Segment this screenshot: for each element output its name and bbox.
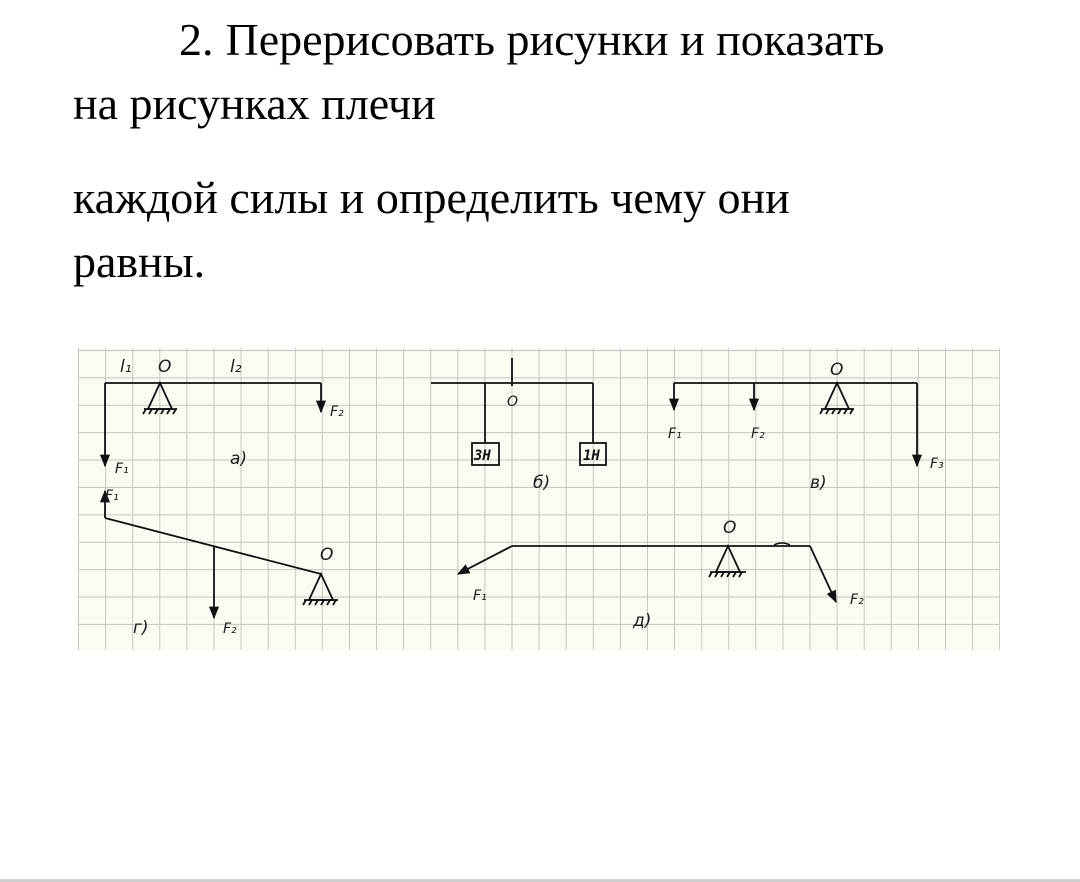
pivot-label-d: O	[723, 518, 737, 538]
figure-b-label: б)	[533, 473, 551, 493]
force2-label-d: F₂	[850, 592, 864, 608]
force1-label-a: F₁	[115, 461, 129, 477]
force1-label-d: F₁	[473, 588, 487, 604]
support-v	[820, 383, 854, 414]
task-text	[73, 8, 1053, 294]
lever-figures	[78, 348, 1000, 650]
pivot-label-b: O	[507, 394, 519, 410]
support-d	[709, 546, 746, 577]
force2-label-a: F₂	[330, 404, 344, 420]
task-number: 2.	[179, 14, 214, 65]
force1-label-v: F₁	[668, 426, 682, 442]
force1-label-g: F₁	[105, 488, 119, 504]
weight-left-label: 3Н	[474, 448, 491, 464]
figure-v	[674, 383, 917, 466]
figure-g-label: г)	[133, 618, 149, 638]
support-g	[303, 574, 338, 605]
figure-b	[431, 358, 606, 465]
arm2-label-a: l₂	[230, 357, 242, 377]
support-a	[143, 383, 177, 414]
pivot-label-a: O	[158, 357, 172, 377]
figure-g	[105, 491, 338, 618]
task-line-2: на рисунках плечи	[73, 78, 436, 129]
force2-label-g: F₂	[223, 621, 237, 637]
lever-figures-grid	[78, 348, 1000, 650]
pivot-label-v: O	[830, 360, 844, 380]
weight-right-label: 1Н	[583, 448, 600, 464]
task-line-4: равны.	[73, 236, 206, 287]
arm1-label-a: l₁	[120, 357, 132, 377]
figure-a	[105, 383, 321, 466]
figure-d-label: д)	[633, 611, 652, 631]
task-line-3: каждой силы и определить чему они	[73, 172, 790, 223]
figure-v-label: в)	[810, 473, 827, 493]
task-line-1-text: Перерисовать рисунки и показать	[225, 14, 885, 65]
force2-label-v: F₂	[751, 426, 765, 442]
task-line-1	[73, 8, 1053, 72]
force3-label-v: F₃	[930, 456, 944, 472]
pivot-label-g: O	[320, 545, 334, 565]
figure-a-label: а)	[230, 449, 248, 469]
figure-d	[458, 543, 836, 602]
